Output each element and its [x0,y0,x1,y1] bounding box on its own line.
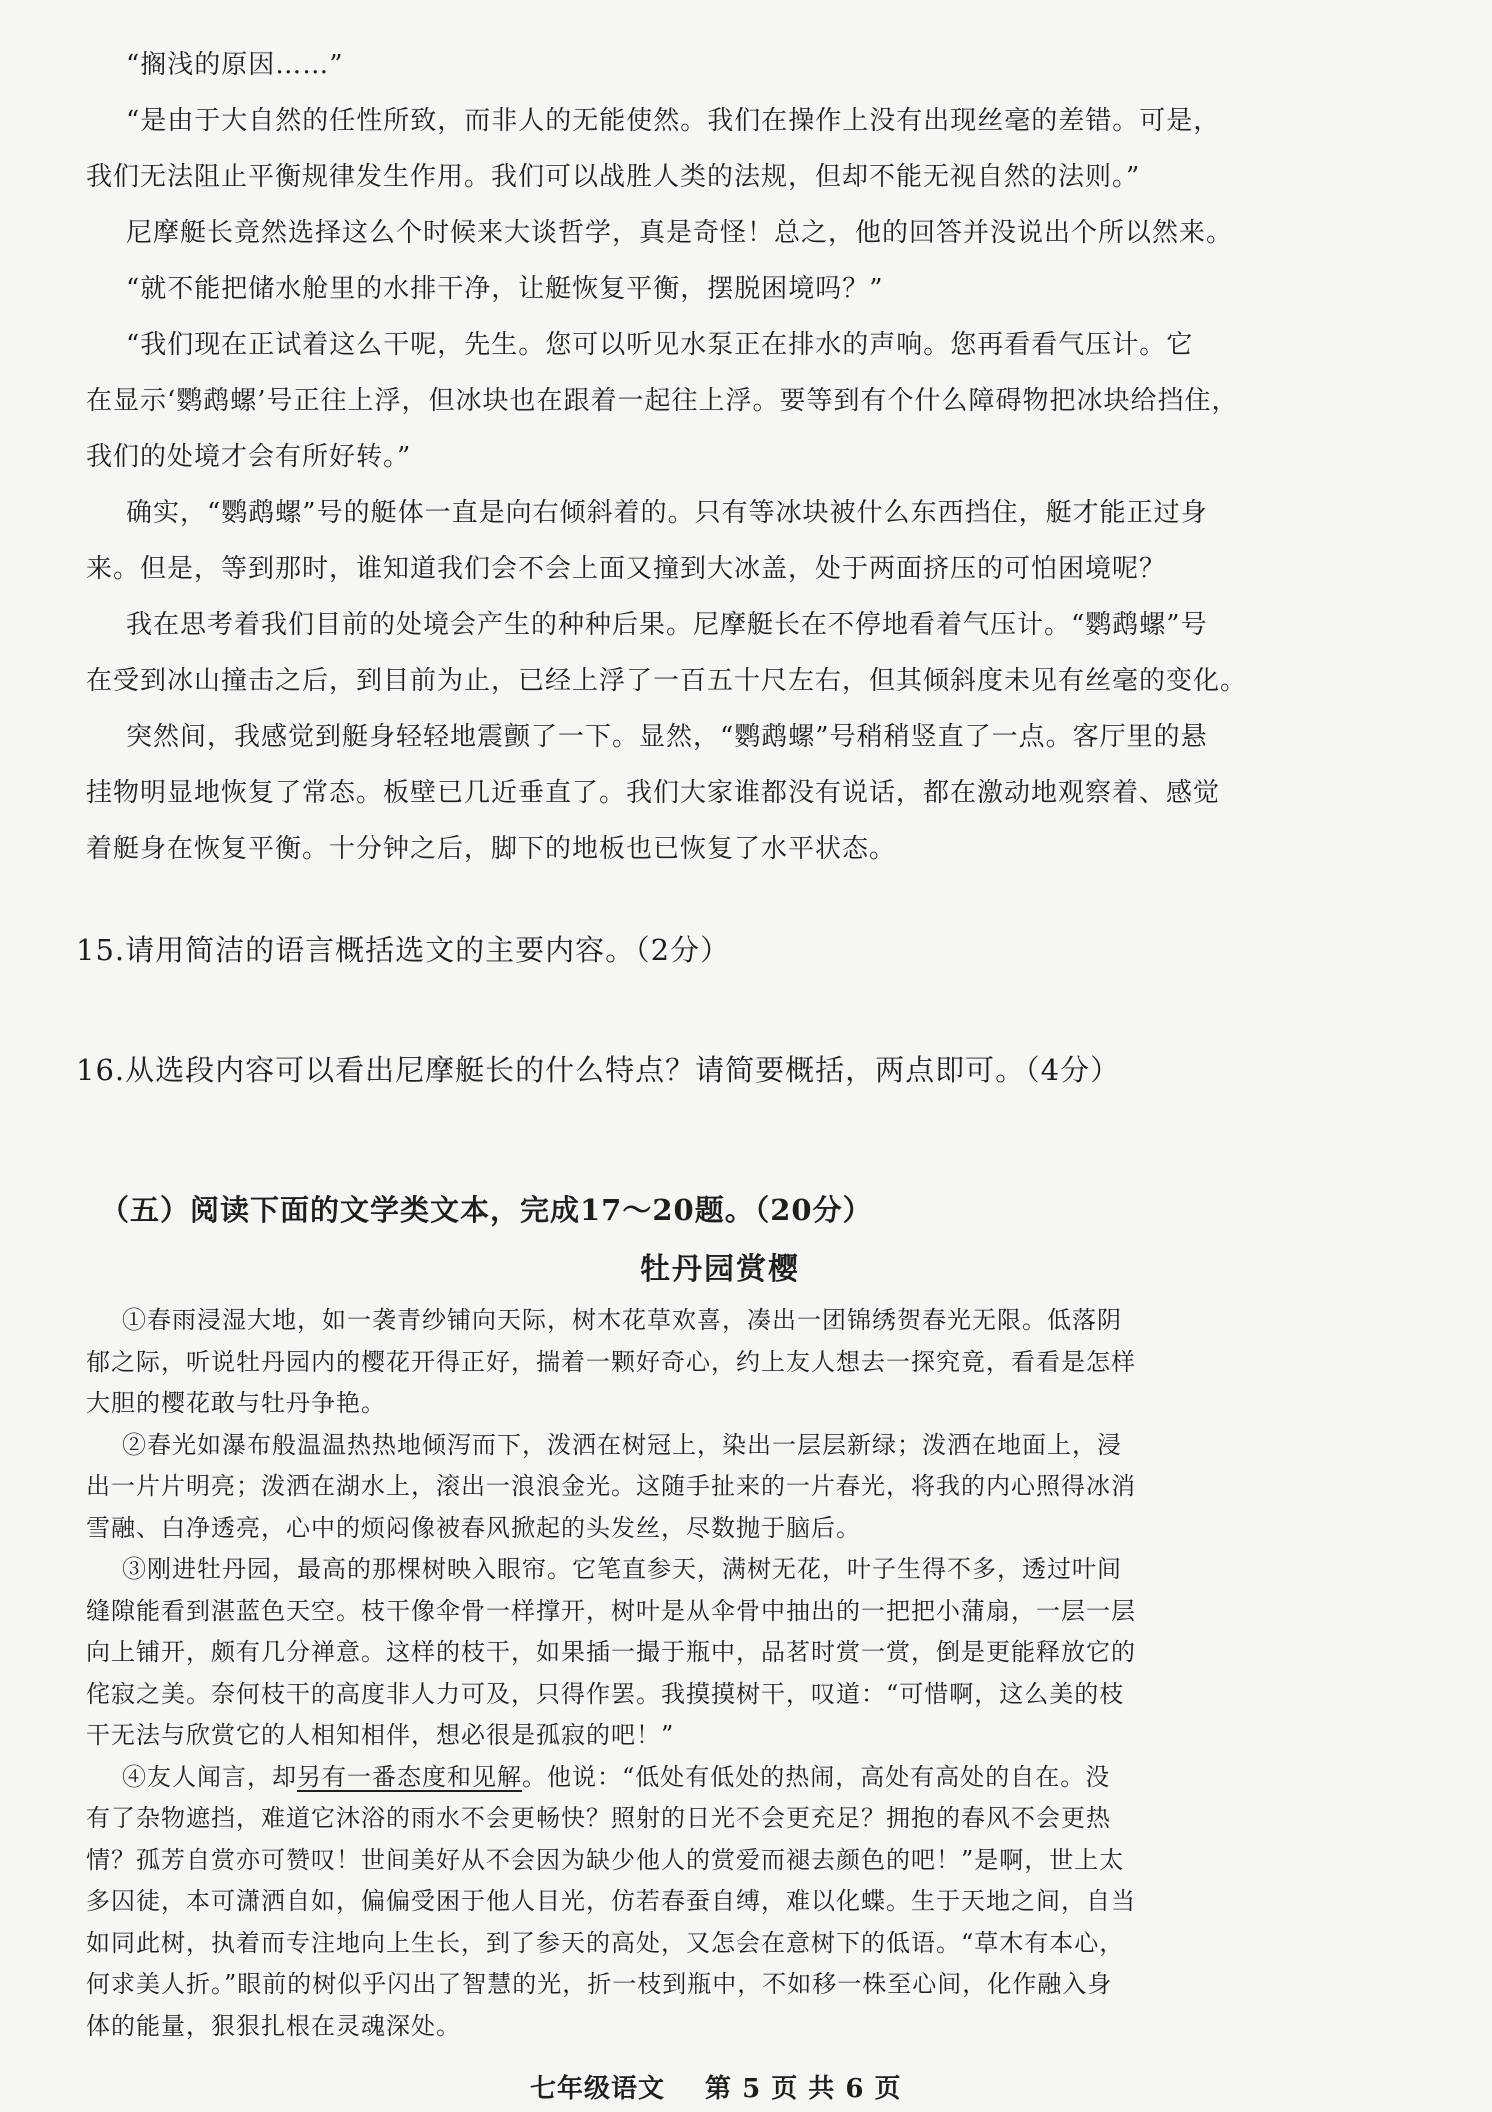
p4-prefix: ④友人闻言，却 [122,1762,297,1791]
passage-line: “就不能把储水舱里的水排干净，让艇恢复平衡，摆脱困境吗？” [126,274,884,304]
page-footer [530,2072,901,2106]
text-line: 干无法与欣赏它的人相知相伴，想必很是孤寂的吧！” [86,1721,675,1749]
text-line: ①春雨浸湿大地，如一袭青纱铺向天际，树木花草欢喜，凑出一团锦绣贺春光无限。低落阴 [122,1306,1122,1334]
passage-line: “搁浅的原因……” [126,50,344,80]
passage-title: 牡丹园赏樱 [640,1252,800,1287]
passage-line: 来。但是，等到那时，谁知道我们会不会上面又撞到大冰盖，处于两面挤压的可怕困境呢？ [86,554,1167,584]
text-line: 多囚徒，本可潇洒自如，偏偏受困于他人目光，仿若春蚕自缚，难以化蝶。生于天地之间，自当 [86,1887,1136,1915]
passage-line: 突然间，我感觉到艇身轻轻地震颤了一下。显然，“鹦鹉螺”号稍稍竖直了一点。客厅里的悬 [126,722,1208,752]
text-line: 雪融、白净透亮，心中的烦闷像被春风掀起的头发丝，尽数抛于脑后。 [86,1513,861,1542]
text-line: 出一片片明亮；泼洒在湖水上，滚出一浪浪金光。这随手扯来的一片春光，将我的内心照得冰消 [86,1472,1136,1500]
footer-page-number: 第 5 页 共 6 页 [705,2074,902,2104]
text-line: 侘寂之美。奈何枝干的高度非人力可及，只得作罢。我摸摸树干，叹道：“可惜啊，这么美的枝 [86,1679,1125,1708]
text-line [122,1762,1110,1792]
text-line: 大胆的樱花敢与牡丹争艳。 [86,1389,386,1417]
underlined-phrase: 另有一番态度和见解 [297,1762,522,1791]
passage-line: 我在思考着我们目前的处境会产生的种种后果。尼摩艇长在不停地看着气压计。“鹦鹉螺”号 [126,610,1208,640]
p4-suffix: 。他说：“低处有低处的热闹，高处有高处的自在。没 [522,1762,1111,1791]
passage-line: “我们现在正试着这么干呢，先生。您可以听见水泵正在排水的声响。您再看看气压计。它 [126,330,1194,360]
passage-line: 我们的处境才会有所好转。” [86,442,412,472]
text-line: 情？孤芳自赏亦可赞叹！世间美好从不会因为缺少他人的赏爱而褪去颜色的吧！”是啊，世上太 [86,1845,1125,1874]
question-15: 15.请用简洁的语言概括选文的主要内容。（2分） [76,933,731,967]
text-line: 缝隙能看到湛蓝色天空。枝干像伞骨一样撑开，树叶是从伞骨中抽出的一把把小蒲扇，一层一层 [86,1596,1136,1625]
text-line: 体的能量，狠狠扎根在灵魂深处。 [86,2011,461,2040]
passage-line: 在显示‘鹦鹉螺’号正往上浮，但冰块也在跟着一起往上浮。要等到有个什么障碍物把冰块给挡住， [86,386,1239,416]
text-line: ③刚进牡丹园，最高的那棵树映入眼帘。它笔直参天，满树无花，叶子生得不多，透过叶间 [122,1555,1122,1583]
passage-line: 尼摩艇长竟然选择这么个时候来大谈哲学，真是奇怪！总之，他的回答并没说出个所以然来。 [126,218,1234,248]
passage-line: 我们无法阻止平衡规律发生作用。我们可以战胜人类的法规，但却不能无视自然的法则。” [86,162,1141,192]
question-16: 16.从选段内容可以看出尼摩艇长的什么特点？请简要概括，两点即可。（4分） [76,1053,1121,1087]
footer-subject: 七年级语文 [530,2074,666,2104]
passage-line: 确实，“鹦鹉螺”号的艇体一直是向右倾斜着的。只有等冰块被什么东西挡住，艇才能正过身 [126,498,1208,528]
text-line: 有了杂物遮挡，难道它沐浴的雨水不会更畅快？照射的日光不会更充足？拥抱的春风不会更热 [86,1804,1111,1832]
passage-line: “是由于大自然的任性所致，而非人的无能使然。我们在操作上没有出现丝毫的差错。可是， [126,106,1221,136]
passage-line: 在受到冰山撞击之后，到目前为止，已经上浮了一百五十尺左右，但其倾斜度未见有丝毫的变化。 [86,666,1248,696]
text-line: ②春光如瀑布般温温热热地倾泻而下，泼洒在树冠上，染出一层层新绿；泼洒在地面上，浸 [122,1430,1122,1459]
section-heading: （五）阅读下面的文学类文本，完成17～20题。（20分） [100,1193,873,1227]
text-line: 向上铺开，颇有几分禅意。这样的枝干，如果插一撮于瓶中，品茗时赏一赏，倒是更能释放它的 [86,1638,1136,1666]
text-line: 如同此树，执着而专注地向上生长，到了参天的高处，又怎会在意树下的低语。“草木有本心， [86,1928,1125,1957]
passage-line: 着艇身在恢复平衡。十分钟之后，脚下的地板也已恢复了水平状态。 [86,834,897,864]
text-line: 何求美人折。”眼前的树似乎闪出了智慧的光，折一枝到瓶中，不如移一株至心间，化作融入身 [86,1970,1113,1998]
passage-line: 挂物明显地恢复了常态。板壁已几近垂直了。我们大家谁都没有说话，都在激动地观察着、感觉 [86,778,1221,808]
text-line: 郁之际，听说牡丹园内的樱花开得正好，揣着一颗好奇心，约上友人想去一探究竟，看看是怎样 [86,1347,1136,1376]
